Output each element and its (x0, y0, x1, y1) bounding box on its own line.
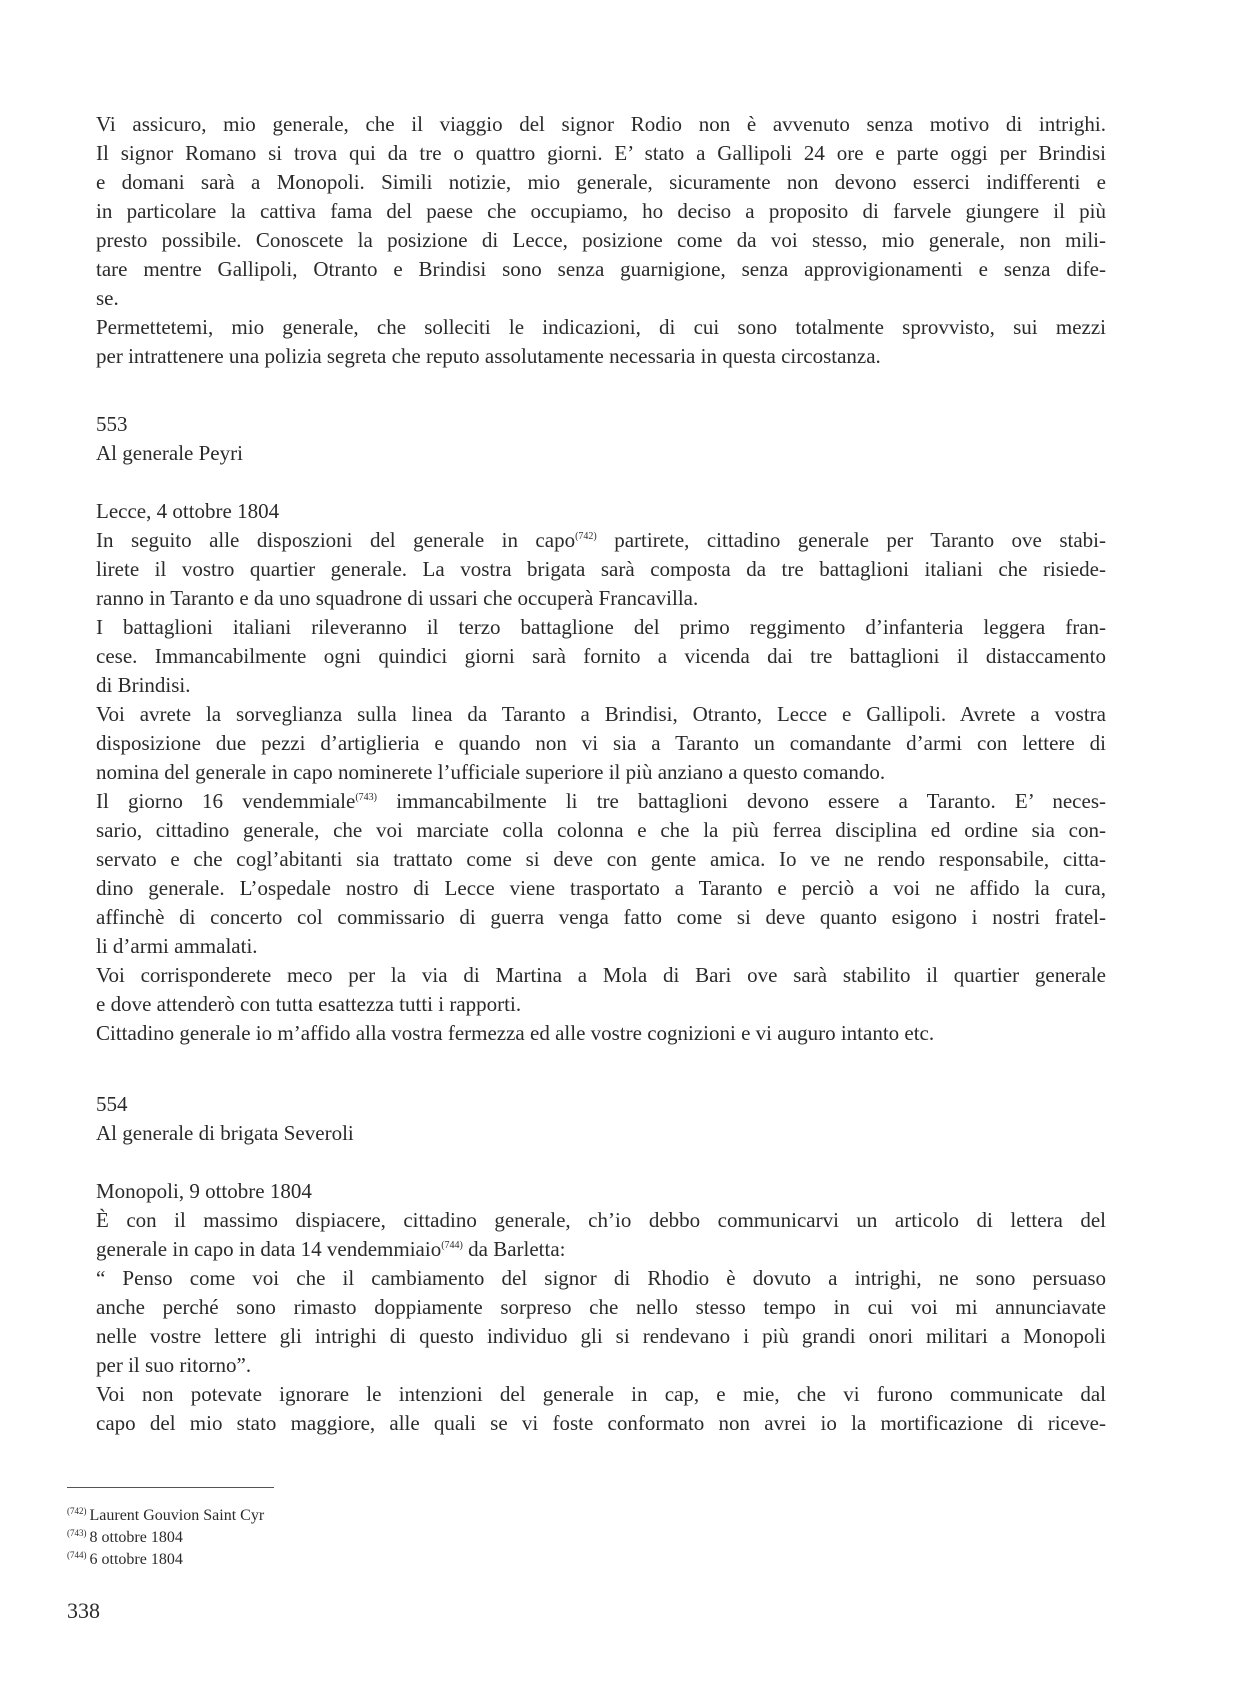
text-line: ranno in Taranto e da uno squadrone di ussari che occuperà Francavilla. (96, 586, 699, 610)
text-line: lirete il vostro quartier generale. La vostra brigata sarà composta da tre battaglioni italiani che risiede- (96, 557, 1106, 581)
text-line: Cittadino generale io m’affido alla vostra fermezza ed alle vostre cognizioni e vi auguro intanto etc. (96, 1021, 935, 1045)
text-line: disposizione due pezzi d’artiglieria e quando non vi sia a Taranto un comandante d’armi con lettere di (96, 731, 1106, 755)
text-line: generale in capo in data 14 vendemmiaio$^{(744)}$ da Barletta: (96, 1237, 566, 1261)
letter-554-body (96, 1206, 1106, 1438)
footnote: $^{(744)}$ 6 ottobre 1804 (67, 1550, 183, 1568)
text-line: affinchè di concerto col commissario di guerra venga fatto come si deve quanto esigono i nostri fratel- (96, 905, 1106, 929)
text-line: Voi non potevate ignorare le intenzioni del generale in cap, e mie, che vi furono communicate dal (96, 1382, 1106, 1406)
text-line: nelle vostre lettere gli intrighi di questo individuo gli si rendevano i più grandi onori militari a Monopoli (96, 1324, 1106, 1348)
text-line: Voi avrete la sorveglianza sulla linea da Taranto a Brindisi, Otranto, Lecce e Gallipoli. Avrete a vostra (96, 702, 1106, 726)
footnote-divider (67, 1487, 274, 1488)
paragraph-1 (96, 110, 1106, 371)
text-line: È con il massimo dispiacere, cittadino generale, ch’io debbo communicarvi un articolo di lettera del (96, 1208, 1106, 1232)
text-line: anche perché sono rimasto doppiamente sorpreso che nello stesso tempo in cui voi mi annunciavate (96, 1295, 1106, 1319)
text-line: servato e che cogl’abitanti sia trattato come si deve con gente amica. Io ve ne rendo responsabile, citta- (96, 847, 1106, 871)
text-line: per intrattenere una polizia segreta che reputo assolutamente necessaria in questa circostanza. (96, 344, 881, 368)
letter-number: 554 (96, 1092, 128, 1116)
text-line: presto possibile. Conoscete la posizione di Lecce, posizione come da voi stesso, mio generale, non mili- (96, 228, 1106, 252)
text-line: e domani sarà a Monopoli. Simili notizie, mio generale, sicuramente non devono esserci indifferenti e (96, 170, 1106, 194)
text-line: per il suo ritorno”. (96, 1353, 252, 1377)
text-line: sario, cittadino generale, che voi marciate colla colonna e che la più ferrea disciplina ed ordine sia con- (96, 818, 1106, 842)
letter-recipient: Al generale Peyri (96, 441, 243, 465)
text-line: capo del mio stato maggiore, alle quali se vi foste conformato non avrei io la mortificazione di riceve- (96, 1411, 1106, 1435)
text-line: li d’armi ammalati. (96, 934, 258, 958)
letter-place-date: Monopoli, 9 ottobre 1804 (96, 1179, 312, 1203)
letter-place-date: Lecce, 4 ottobre 1804 (96, 499, 280, 523)
text-line: Il giorno 16 vendemmiale$^{(743)}$ immancabilmente li tre battaglioni devono essere a Taranto. E’ neces- (96, 789, 1106, 813)
footnote-ref: (742) (575, 531, 597, 542)
letter-number: 553 (96, 412, 128, 436)
text-line: e dove attenderò con tutta esattezza tutti i rapporti. (96, 992, 522, 1016)
footnote-ref: (744) (441, 1240, 463, 1251)
text-line: “ Penso come voi che il cambiamento del signor di Rhodio è dovuto a intrighi, ne sono persuaso (96, 1266, 1106, 1290)
text-line: Il signor Romano si trova qui da tre o quattro giorni. E’ stato a Gallipoli 24 ore e parte oggi per Brindisi (96, 141, 1106, 165)
text-line: In seguito alle disposzioni del generale in capo$^{(742)}$ partirete, cittadino generale per Taranto ove stabi- (96, 528, 1106, 552)
text-line: di Brindisi. (96, 673, 191, 697)
text-line: in particolare la cattiva fama del paese che occupiamo, ho deciso a proposito di farvele giungere il più (96, 199, 1106, 223)
text-line: cese. Immancabilmente ogni quindici giorni sarà fornito a vicenda dai tre battaglioni il distaccamento (96, 644, 1106, 668)
page-number: 338 (67, 1598, 100, 1623)
text-line: Vi assicuro, mio generale, che il viaggio del signor Rodio non è avvenuto senza motivo di intrighi. (96, 112, 1106, 136)
letter-553-body (96, 526, 1106, 1048)
footnote: $^{(743)}$ 8 ottobre 1804 (67, 1528, 183, 1546)
text-line: dino generale. L’ospedale nostro di Lecce viene trasportato a Taranto e perciò a voi ne affido la cura, (96, 876, 1106, 900)
text-line: I battaglioni italiani rileveranno il terzo battaglione del primo reggimento d’infanteria leggera fran- (96, 615, 1106, 639)
text-line: Voi corrisponderete meco per la via di Martina a Mola di Bari ove sarà stabilito il quartier generale (96, 963, 1106, 987)
letter-recipient: Al generale di brigata Severoli (96, 1121, 354, 1145)
footnote-ref: (743) (355, 792, 378, 803)
text-line: Permettetemi, mio generale, che solleciti le indicazioni, di cui sono totalmente sprovvisto, sui mezzi (96, 315, 1106, 339)
text-line: tare mentre Gallipoli, Otranto e Brindisi sono senza guarnigione, senza approvigionamenti e senza dife- (96, 257, 1106, 281)
footnote: $^{(742)}$ Laurent Gouvion Saint Cyr (67, 1506, 265, 1524)
text-line: nomina del generale in capo nominerete l’ufficiale superiore il più anziano a questo comando. (96, 760, 886, 784)
text-line: se. (96, 286, 119, 310)
